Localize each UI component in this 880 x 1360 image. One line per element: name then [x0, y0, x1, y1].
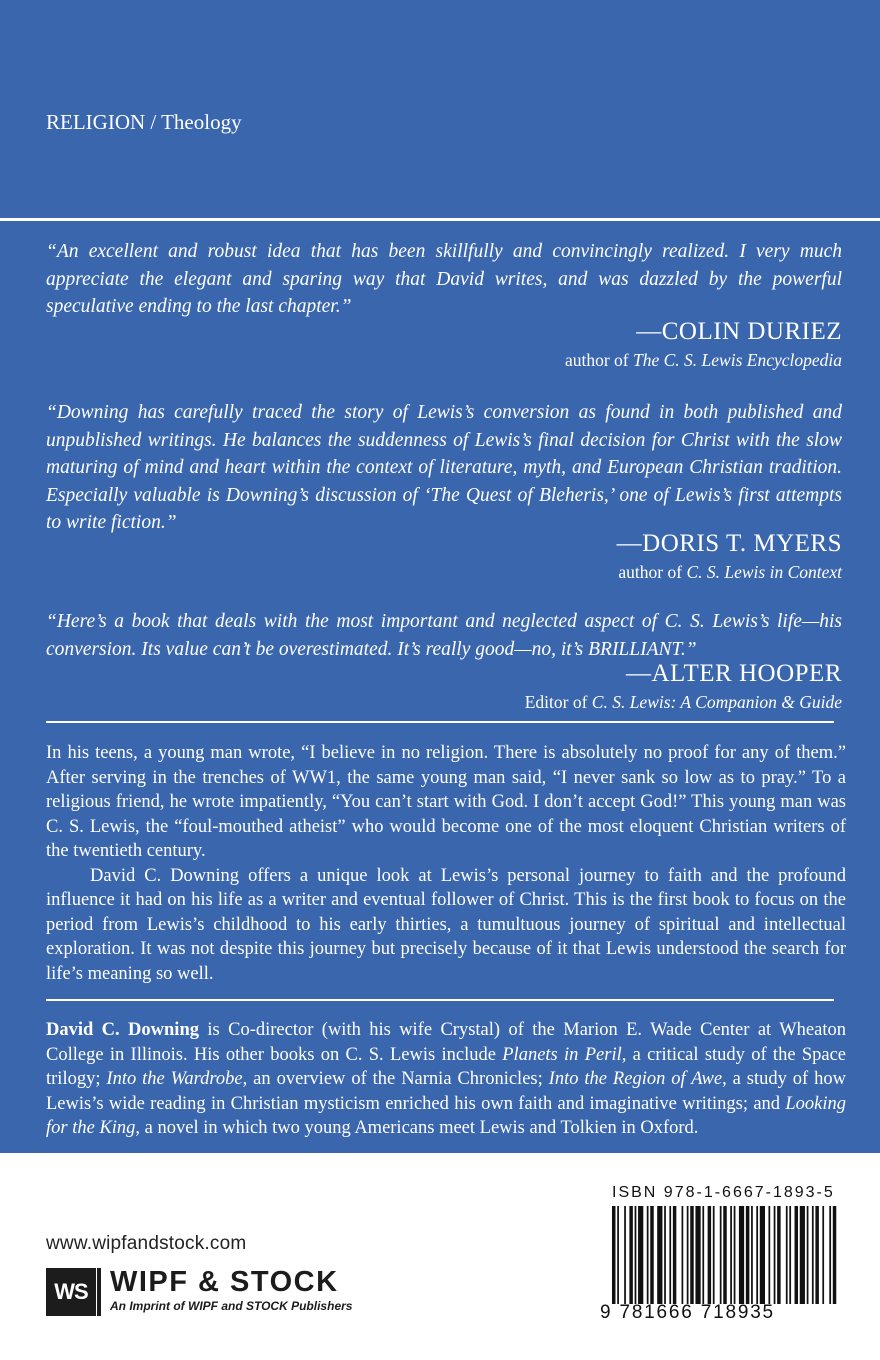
- barcode-bar: [829, 1206, 831, 1304]
- barcode-bar: [746, 1206, 749, 1304]
- barcode-bar: [768, 1206, 770, 1304]
- endorser-role-3: Editor of C. S. Lewis: A Companion & Guide: [524, 692, 842, 712]
- endorser-name-2: —DORIS T. MYERS: [616, 530, 842, 557]
- publisher-logo-icon: WS: [46, 1268, 96, 1316]
- endorsement-quote-1: “An excellent and robust idea that has been skillfully and convincingly realized. I very much appreciate the elegant and sparing way that David writes, and was dazzled by the powerful speculative ending to the last chapter.”: [46, 241, 842, 317]
- endorser-name-1: —COLIN DURIEZ: [636, 318, 842, 345]
- barcode-bar: [629, 1206, 632, 1304]
- endorser-role-1: author of The C. S. Lewis Encyclopedia: [564, 350, 842, 370]
- barcode-digits: 9 781666 718935: [600, 1302, 775, 1323]
- barcode-bar: [822, 1206, 824, 1304]
- endorser-role-2: author of C. S. Lewis in Context: [618, 562, 842, 582]
- publisher-tagline: An Imprint of WIPF and STOCK Publishers: [110, 1299, 353, 1313]
- book-title-king: Looking for the King: [46, 1093, 846, 1138]
- barcode-bar: [673, 1206, 676, 1304]
- isbn-label: ISBN 978-1-6667-1893-5: [612, 1184, 835, 1201]
- barcode-bar: [635, 1206, 637, 1304]
- divider-top: [0, 218, 880, 221]
- barcode-bar: [647, 1206, 649, 1304]
- barcode-bar: [751, 1206, 753, 1304]
- barcode-bar: [786, 1206, 788, 1304]
- barcode-bar: [777, 1206, 780, 1304]
- barcode-bar: [695, 1206, 700, 1304]
- divider-middle: [46, 721, 834, 723]
- book-title-region: Into the Region of Awe: [548, 1069, 723, 1089]
- barcode-bar: [664, 1206, 666, 1304]
- barcode-bar: [789, 1206, 791, 1304]
- description-paragraph-2: David C. Downing offers a unique look at Lewis’s personal journey to faith and the profound influence it had on his life as a writer and eventual follower of Christ. This is the first book to focus on the period from Lewis’s childhood to his early thirties, a tumultuous journey of spiritual and intellectual exploration. It was not despite this journey but precisely because of it that Lewis understood the search for life’s meaning so well.: [46, 865, 846, 984]
- barcode-bar: [756, 1206, 758, 1304]
- barcode-bar: [617, 1206, 619, 1304]
- endorsement-quote-3: “Here’s a book that deals with the most important and neglected aspect of C. S. Lewis’s life—his conversion. Its value can’t be overestimated. It’s really good—no, it’s BRILLIANT.”: [46, 611, 842, 660]
- description-paragraph-1: In his teens, a young man wrote, “I believe in no religion. There is absolutely no proof for any of them.” After serving in the trenches of WW1, the same young man said, “I never sank so low as to pray.” To a religious friend, he wrote impatiently, “You can’t start with God. I don’t accept God!” This young man was C. S. Lewis, the “foul-mouthed atheist” who would become one of the most eloquent Christian writers of the twentieth century.: [46, 743, 846, 861]
- barcode-bar: [690, 1206, 693, 1304]
- barcode-bar: [669, 1206, 671, 1304]
- barcode-icon: [612, 1206, 838, 1304]
- barcode-bar: [682, 1206, 684, 1304]
- barcode-bar: [739, 1206, 744, 1304]
- barcode-bar: [774, 1206, 776, 1304]
- barcode-bar: [624, 1206, 626, 1304]
- book-title-wardrobe: Into the Wardrobe: [106, 1069, 243, 1089]
- book-description: [46, 741, 846, 986]
- category-label: RELIGION / Theology: [46, 110, 242, 134]
- book-title-planets: Planets in Peril: [502, 1044, 622, 1065]
- barcode-bar: [795, 1206, 798, 1304]
- barcode-bar: [730, 1206, 732, 1304]
- barcode-bar: [800, 1206, 805, 1304]
- barcode-bar: [807, 1206, 809, 1304]
- barcode-bar: [723, 1206, 726, 1304]
- barcode-bar: [720, 1206, 722, 1304]
- publisher-website: www.wipfandstock.com: [46, 1233, 247, 1254]
- endorsement-quote-2: “Downing has carefully traced the story of Lewis’s conversion as found in both published and unpublished writings. He balances the suddenness of Lewis’s final decision for Christ with the slow maturing of mind and heart within the context of literature, myth, and European Christian tradition. Especially valuable is Downing’s discussion of ‘The Quest of Bleheris,’ one of Lewis’s first attempts to write fiction.”: [46, 402, 842, 533]
- barcode-bar: [734, 1206, 736, 1304]
- barcode-bar: [760, 1206, 765, 1304]
- barcode-bar: [687, 1206, 689, 1304]
- barcode-bar: [713, 1206, 715, 1304]
- barcode-bar: [812, 1206, 814, 1304]
- barcode-bar: [650, 1206, 653, 1304]
- barcode-bar: [638, 1206, 643, 1304]
- divider-bottom: [46, 999, 834, 1001]
- barcode-bar: [815, 1206, 818, 1304]
- barcode-bar: [612, 1206, 615, 1304]
- endorser-name-3: —ALTER HOOPER: [625, 660, 842, 687]
- publisher-name: WIPF & STOCK: [110, 1266, 339, 1298]
- barcode-bar: [657, 1206, 662, 1304]
- barcode-bar: [833, 1206, 836, 1304]
- author-bio: David C. Downing is Co-director (with his wife Crystal) of the Marion E. Wade Center at Wheaton College in Illinois. His other books on C. S. Lewis include Planets in Peril, a critical study of the Space trilogy; Into the Wardrobe, an overview of the Narnia Chronicles; Into the Region of Awe, a study of how Lewis’s wide reading in Christian mysticism enriched his own faith and imaginative writings; and Looking for the King, a novel in which two young Americans meet Lewis and Tolkien in Oxford.: [46, 1020, 847, 1138]
- barcode-bar: [702, 1206, 704, 1304]
- barcode-bar: [708, 1206, 711, 1304]
- author-name: David C. Downing: [46, 1020, 199, 1040]
